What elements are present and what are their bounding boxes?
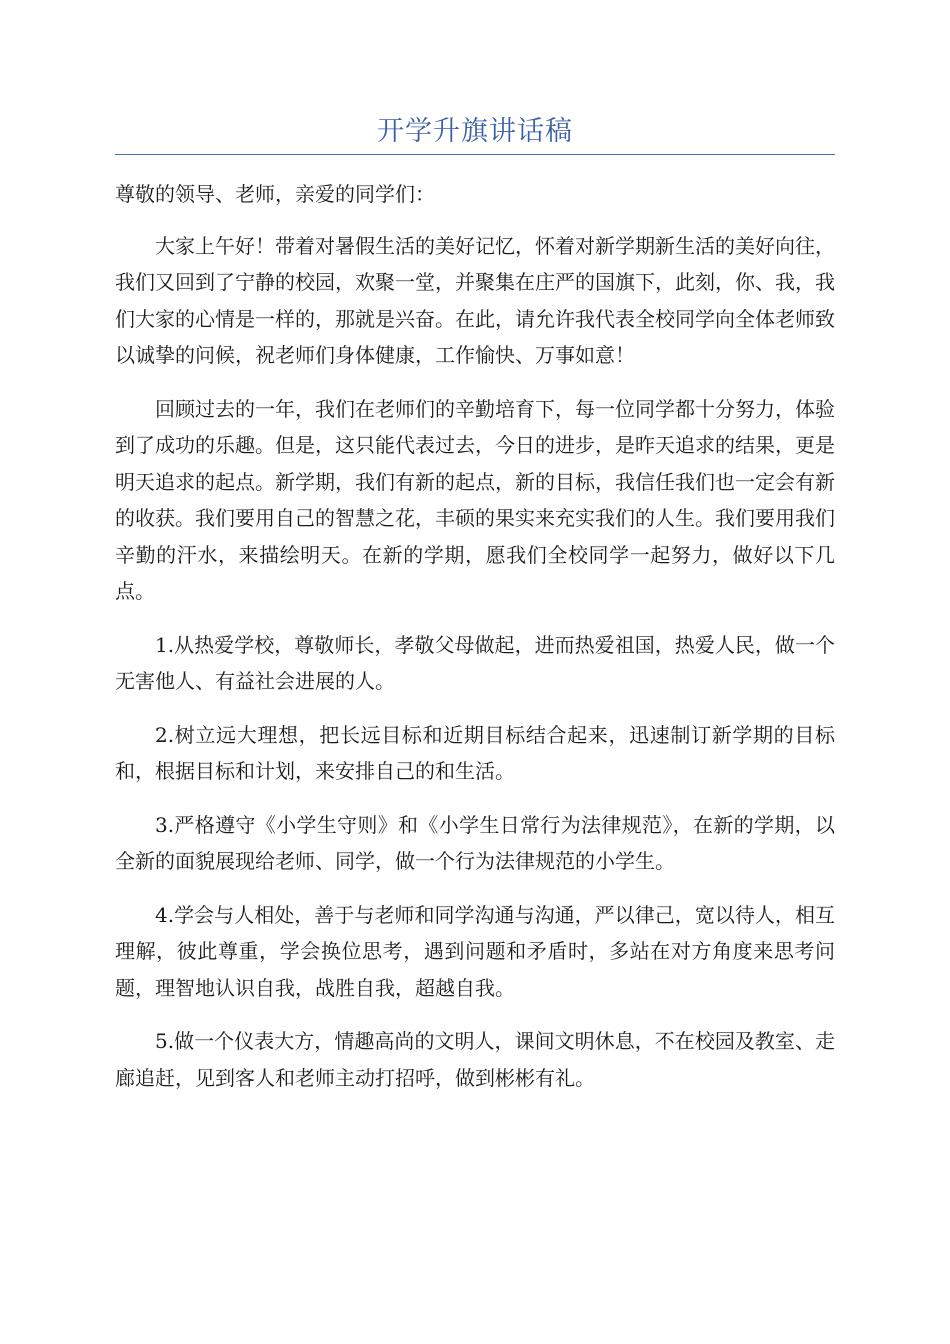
salutation: 尊敬的领导、老师，亲爱的同学们：: [115, 182, 435, 206]
paragraph-greeting: 大家上午好！带着对暑假生活的美好记忆，怀着对新学期新生活的美好向往，我们又回到了宁静的校园，欢聚一堂，并聚集在庄严的国旗下，此刻，你、我，我们大家的心情是一样的，那就是兴奋。在此，请允许我代表全校同学向全体老师致以诚挚的问候，祝老师们身体健康，工作愉快、万事如意！: [115, 233, 835, 367]
title-underline: [115, 154, 835, 155]
list-item-1: 1.从热爱学校，尊敬师长，孝敬父母做起，进而热爱祖国，热爱人民，做一个无害他人、有益社会进展的人。: [115, 632, 835, 693]
document-title: 开学升旗讲话稿: [377, 116, 573, 147]
list-item-2: 2.树立远大理想，把长远目标和近期目标结合起来，迅速制订新学期的目标和，根据目标和计划，来安排自己的和生活。: [115, 722, 835, 783]
list-item-5: 5.做一个仪表大方，情趣高尚的文明人，课间文明休息，不在校园及教室、走廊追赶，见到客人和老师主动打招呼，做到彬彬有礼。: [115, 1029, 835, 1090]
document-body: [115, 176, 835, 1113]
paragraph-review: 回顾过去的一年，我们在老师们的辛勤培育下，每一位同学都十分努力，体验到了成功的乐趣。但是，这只能代表过去，今日的进步，是昨天追求的结果，更是明天追求的起点。新学期，我们有新的起点，新的目标，我信任我们也一定会有新的收获。我们要用自己的智慧之花，丰硕的果实来充实我们的人生。我们要用我们辛勤的汗水，来描绘明天。在新的学期，愿我们全校同学一起努力，做好以下几点。: [115, 396, 835, 603]
list-item-3: 3.严格遵守《小学生守则》和《小学生日常行为法律规范》，在新的学期，以全新的面貌展现给老师、同学，做一个行为法律规范的小学生。: [115, 812, 835, 873]
list-item-4: 4.学会与人相处，善于与老师和同学沟通与沟通，严以律己，宽以待人，相互理解，彼此尊重，学会换位思考，遇到问题和矛盾时，多站在对方角度来思考问题，理智地认识自我，战胜自我，超越自我。: [115, 902, 835, 1000]
